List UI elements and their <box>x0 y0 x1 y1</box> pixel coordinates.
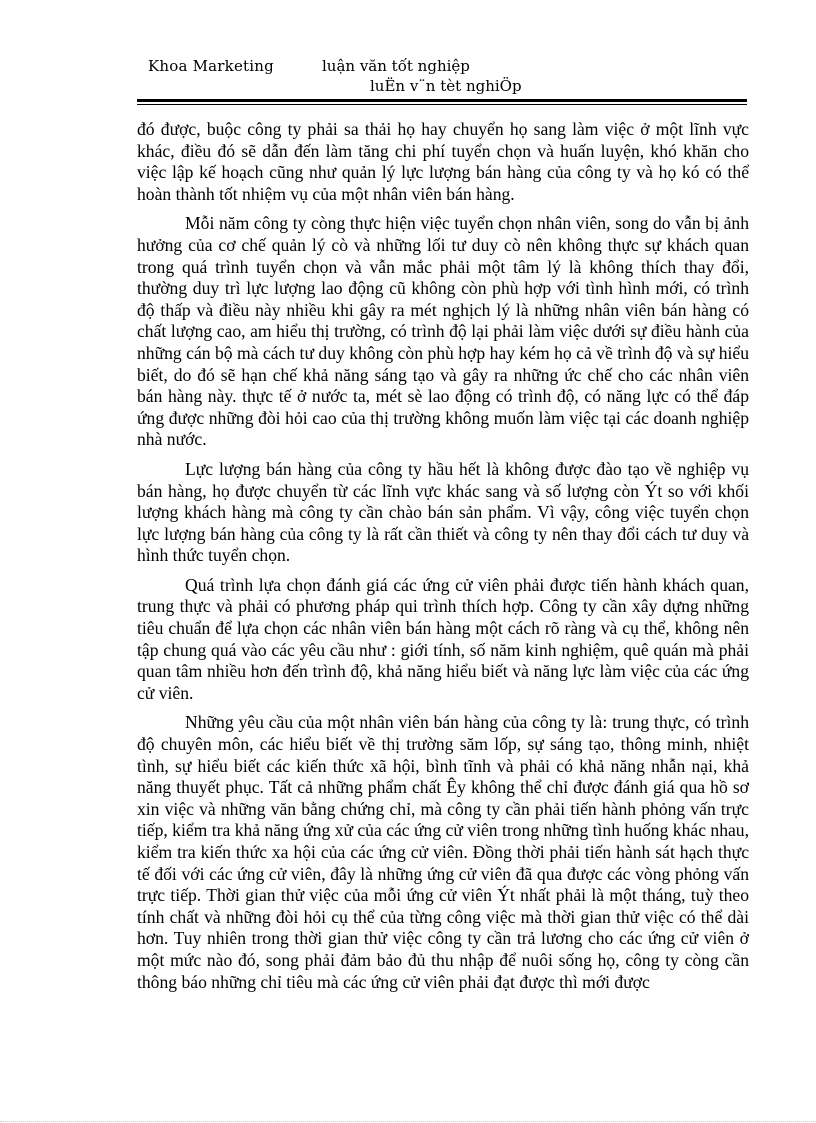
header-line-1 <box>148 57 748 77</box>
header-rule-thin <box>137 104 747 105</box>
page-header <box>148 57 748 97</box>
page-bottom-divider <box>0 1121 816 1122</box>
thesis-label-garbled: luËn v¨n tèt nghiÖp <box>370 77 522 95</box>
paragraph: đó được, buộc công ty phải sa thải họ hay chuyển họ sang làm việc ở một lĩnh vực khác, điều đó sẽ dẫn đến làm tăng chi phí tuyển chọn và huấn luyện, khó khăn cho việc lập kế hoạch cũng như quản lý lực lượng bán hàng của công ty và họ kó có thể hoàn thành tốt nhiệm vụ của một nhân viên bán hàng. <box>137 119 749 204</box>
thesis-label: luận văn tốt nghiệp <box>322 57 470 75</box>
paragraph: Mỗi năm công ty còng thực hiện việc tuyển chọn nhân viên, song do vẫn bị ảnh hưởng của cơ chế quản lý cò và những lối tư duy cò nên không thực sự khách quan trong quá trình tuyển chọn và vẫn mắc phải một tâm lý là không thích thay đổi, thường duy trì lực lượng lao động cũ không còn phù hợp với tình hình mới, có trình độ thấp và điều này nhiều khi gây ra mét nghịch lý là những nhân viên bán hàng có chất lượng cao, am hiểu thị trường, có trình độ lại phải làm việc dưới sự điều hành của những cán bộ mà cách tư duy không còn phù hợp hay kém họ cả về trình độ và sự hiểu biết, do đó sẽ hạn chế khả năng sáng tạo và gây ra những ức chế cho các nhân viên bán hàng này. thực tế ở nước ta, mét sè lao động có trình độ, có năng lực có thể đáp ứng được những đòi hỏi cao của thị trường không muốn làm việc tại các doanh nghiệp nhà nước. <box>137 213 749 450</box>
paragraph: Quá trình lựa chọn đánh giá các ứng cử viên phải được tiến hành khách quan, trung thực và phải có phương pháp qui trình thích hợp. Công ty cần xây dựng những tiêu chuẩn để lựa chọn các nhân viên bán hàng một cách rõ ràng và cụ thể, không nên tập chung quá vào các yêu cầu như : giới tính, số năm kinh nghiệm, quê quán mà phải quan tâm nhiều hơn đến trình độ, khả năng hiểu biết và năng lực làm việc của các ứng cử viên. <box>137 574 749 703</box>
department-name: Khoa Marketing <box>148 57 274 75</box>
paragraph: Lực lượng bán hàng của công ty hầu hết là không được đào tạo về nghiệp vụ bán hàng, họ được chuyển từ các lĩnh vực khác sang và số lượng còn Ýt so với khối lượng khách hàng mà công ty cần chào bán sản phẩm. Vì vậy, công việc tuyển chọn lực lượng bán hàng của công ty là rất cần thiết và công ty nên thay đổi cách tư duy và hình thức tuyển chọn. <box>137 458 749 566</box>
header-rule-thick <box>137 99 747 102</box>
paragraph: Những yêu cầu của một nhân viên bán hàng của công ty là: trung thực, có trình độ chuyên môn, các hiểu biết về thị trường săm lốp, sự sáng tạo, thông minh, nhiệt tình, sự hiểu biết các kiến thức xã hội, bình tĩnh và phải có khả năng nhẫn nại, khả năng thuyết phục. Tất cả những phẩm chất Êy không thể chỉ được đánh giá qua hồ sơ xin việc và những văn bằng chứng chỉ, mà công ty cần phải tiến hành phỏng vấn trực tiếp, kiểm tra khả năng ứng xử của các ứng cử viên trong những tình huống khác nhau, kiểm tra kiến thức xa hội của các ứng cử viên. Đồng thời phải tiến hành sát hạch thực tế đối với các ứng cử viên, đây là những ứng cử viên đã qua được các vòng phỏng vấn trực tiếp. Thời gian thử việc của mỗi ứng cử viên Ýt nhất phải là một tháng, tuỳ theo tính chất và những đòi hỏi cụ thể của từng công việc mà thời gian thử việc có thể dài hơn. Tuy nhiên trong thời gian thử việc công ty cần trả lương cho các ứng cử viên ở một mức nào đó, song phải đảm bảo đủ thu nhập để nuôi sống họ, công ty còng cần thông báo những chỉ tiêu mà các ứng cử viên phải đạt được thì mới được <box>137 712 749 992</box>
document-body <box>137 119 749 1001</box>
